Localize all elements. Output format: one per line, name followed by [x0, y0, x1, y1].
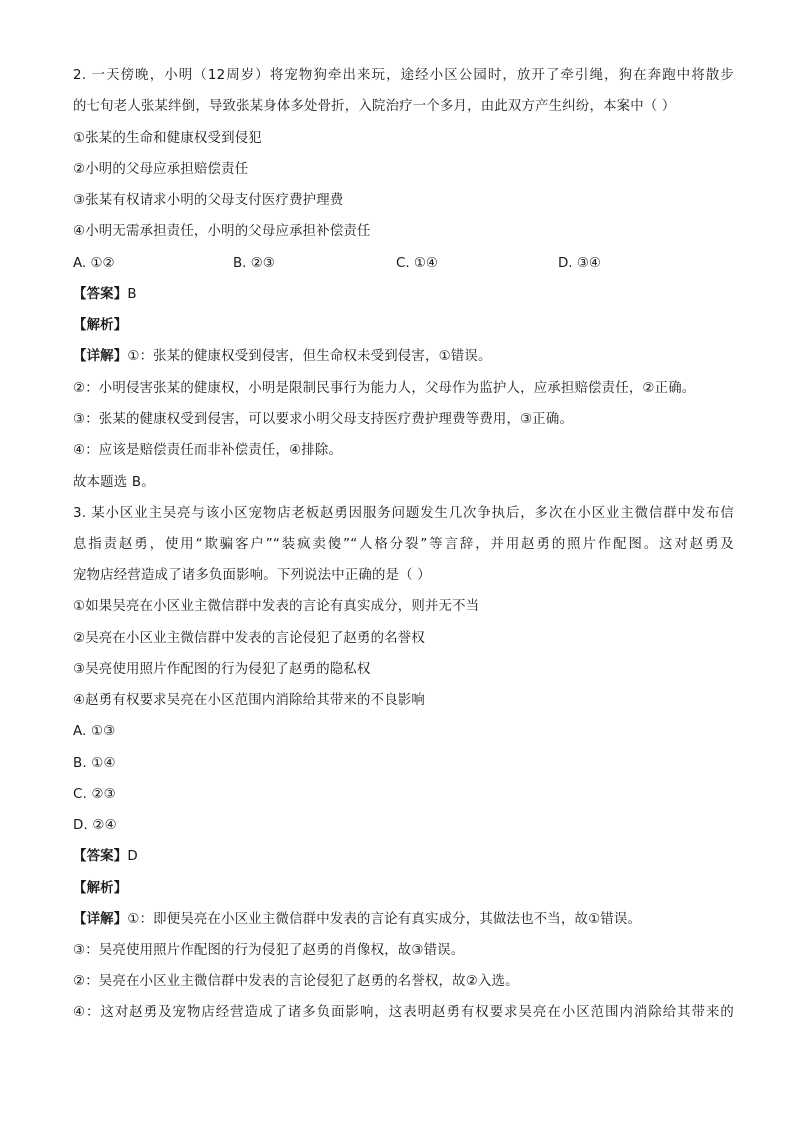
q3-answer-label: 【答案】 — [73, 849, 128, 864]
q2-detail-1-text: ①：张某的健康权受到侵害，但生命权未受到侵害，①错误。 — [127, 349, 492, 364]
q3-option-b: B. ①④ — [73, 756, 116, 771]
q2-statement-2: ②小明的父母应承担赔偿责任 — [73, 162, 249, 177]
q3-statement-3: ③吴亮使用照片作配图的行为侵犯了赵勇的隐私权 — [73, 662, 371, 677]
q3-detail-label: 【详解】 — [73, 912, 128, 927]
q3-answer — [73, 847, 734, 867]
q3-statement-1: ①如果吴亮在小区业主微信群中发表的言论有真实成分，则并无不当 — [73, 599, 480, 614]
q3-option-d: D. ②④ — [73, 818, 117, 833]
q2-answer — [73, 285, 734, 305]
q2-answer-value: B — [127, 287, 137, 302]
q2-detail-3: ③：张某的健康权受到侵害，可以要求小明父母支持医疗费护理费等费用，③正确。 — [73, 412, 574, 427]
q3-option-c: C. ②③ — [73, 787, 116, 802]
q2-detail-4: ④：应该是赔偿责任而非补偿责任，④排除。 — [73, 443, 343, 458]
q2-answer-label: 【答案】 — [73, 287, 128, 302]
q2-analysis-label: 【解析】 — [73, 318, 128, 333]
q3-detail-3: ②：吴亮在小区业主微信群中发表的言论侵犯了赵勇的名誉权，故②入选。 — [73, 974, 519, 989]
q3-analysis-label: 【解析】 — [73, 881, 128, 896]
q3-stem-line-1: 3. 某小区业主吴亮与该小区宠物店老板赵勇因服务问题发生几次争执后，多次在小区业主微信群中发布信 — [73, 506, 734, 521]
q2-detail-1 — [73, 347, 734, 367]
q3-stem-line-3: 宠物店经营造成了诸多负面影响。下列说法中正确的是（ ） — [73, 568, 431, 583]
q2-conclusion: 故本题选 B。 — [73, 475, 155, 490]
q3-detail-4: ④：这对赵勇及宠物店经营造成了诸多负面影响，这表明赵勇有权要求吴亮在小区范围内消除给其带来的 — [73, 1005, 734, 1020]
q3-detail-2: ③：吴亮使用照片作配图的行为侵犯了赵勇的肖像权，故③错误。 — [73, 943, 465, 958]
q3-detail-1-text: ①：即便吴亮在小区业主微信群中发表的言论有真实成分，其做法也不当，故①错误。 — [127, 912, 642, 927]
q3-option-a: A. ①③ — [73, 724, 116, 739]
q2-statement-3: ③张某有权请求小明的父母支付医疗费护理费 — [73, 193, 344, 208]
q2-statement-1: ①张某的生命和健康权受到侵犯 — [73, 131, 262, 146]
q3-detail-1 — [73, 910, 734, 930]
q2-detail-2: ②：小明侵害张某的健康权，小明是限制民事行为能力人，父母作为监护人，应承担赔偿责任，②正确。 — [73, 381, 696, 396]
q2-option-c: C. ①④ — [396, 256, 438, 271]
q3-stem-line-2: 息指责赵勇，使用“欺骗客户”“装疯卖傻”“人格分裂”等言辞，并用赵勇的照片作配图。这对赵勇及 — [73, 537, 734, 552]
q2-stem-line-1: 2. 一天傍晚，小明（12周岁）将宠物狗牵出来玩，途经小区公园时，放开了牵引绳，狗在奔跑中将散步 — [73, 68, 734, 83]
q2-option-b: B. ②③ — [233, 256, 275, 271]
q3-statement-2: ②吴亮在小区业主微信群中发表的言论侵犯了赵勇的名誉权 — [73, 631, 425, 646]
q2-statement-4: ④小明无需承担责任，小明的父母应承担补偿责任 — [73, 224, 371, 239]
q3-statement-4: ④赵勇有权要求吴亮在小区范围内消除给其带来的不良影响 — [73, 693, 425, 708]
q2-stem-line-2: 的七旬老人张某绊倒，导致张某身体多处骨折，入院治疗一个多月，由此双方产生纠纷，本案中（ ） — [73, 99, 676, 114]
q2-option-d: D. ③④ — [558, 256, 601, 271]
q2-detail-label: 【详解】 — [73, 349, 128, 364]
q3-answer-value: D — [127, 849, 138, 864]
q2-option-a: A. ①② — [73, 256, 115, 271]
